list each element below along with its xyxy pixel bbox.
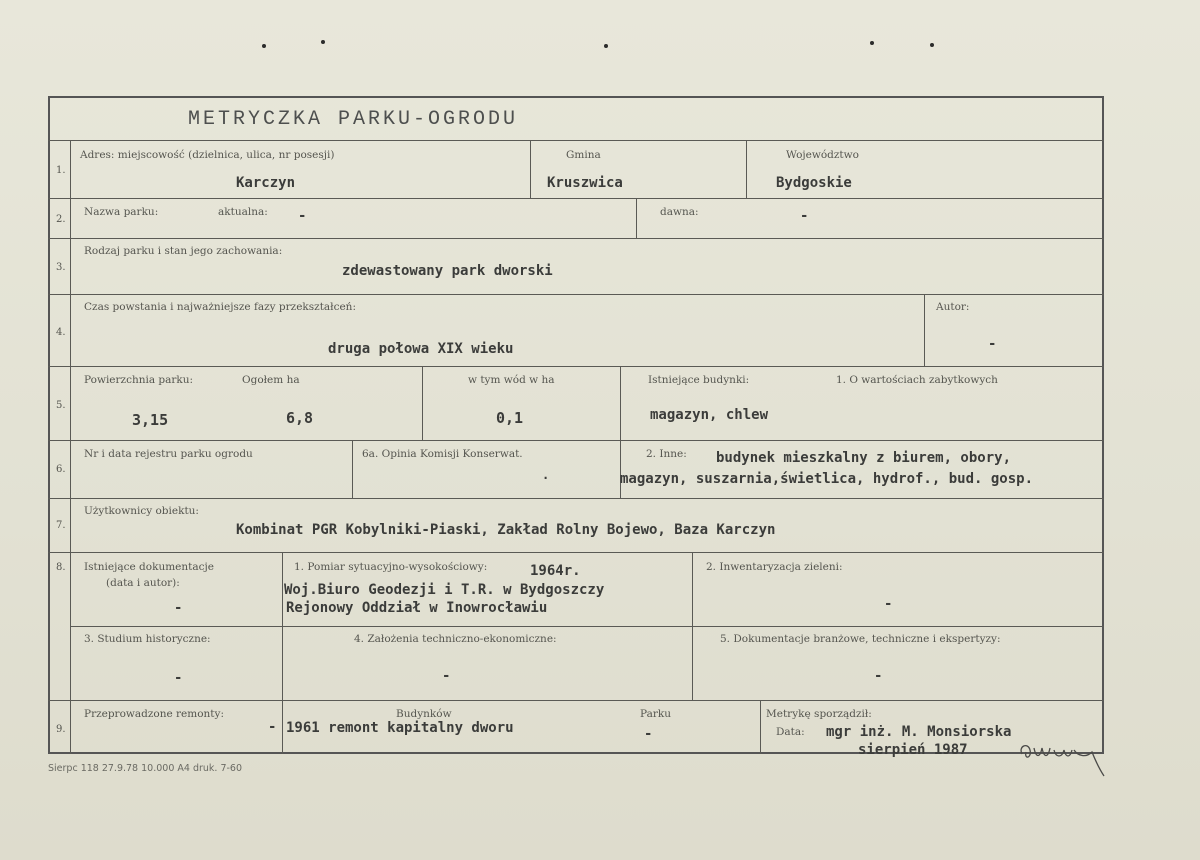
survey-value-2: Rejonowy Oddział w Inowrocławiu [286, 600, 548, 616]
park-name-label: Nazwa parku: [84, 206, 159, 218]
former-name-label: dawna: [660, 206, 699, 218]
historic-buildings-value: magazyn, chlew [650, 407, 769, 423]
branch-docs-label: 5. Dokumentacje branżowe, techniczne i ekspertyzy: [720, 633, 1001, 645]
date-label: Data: [776, 726, 805, 738]
form-card [48, 96, 1104, 754]
voivodeship-label: Województwo [786, 149, 859, 161]
creation-time-value: druga połowa XIX wieku [328, 341, 514, 357]
park-type-value: zdewastowany park dworski [342, 263, 553, 279]
gmina-label: Gmina [566, 149, 601, 161]
buildings-repair-label: Budynków [396, 708, 452, 720]
row-number: 7. [56, 520, 66, 531]
technical-assumptions-label: 4. Założenia techniczno-ekonomiczne: [354, 633, 557, 645]
prepared-date-value: sierpień 1987 [858, 742, 968, 758]
author-label: Autor: [936, 301, 970, 313]
repairs-label: Przeprowadzone remonty: [84, 708, 224, 720]
form-title: METRYCZKA PARKU-OGRODU [188, 108, 519, 131]
punch-hole [870, 41, 874, 45]
park-type-label: Rodzaj parku i stan jego zachowania: [84, 245, 283, 257]
punch-hole [930, 43, 934, 47]
greenery-inventory-label: 2. Inwentaryzacja zieleni: [706, 561, 843, 573]
water-area-label: w tym wód w ha [468, 374, 555, 386]
buildings-label: Istniejące budynki: [648, 374, 750, 386]
buildings-repair-value: 1961 remont kapitalny dworu [286, 720, 514, 736]
historic-buildings-label: 1. O wartościach zabytkowych [836, 374, 998, 386]
area-value: 3,15 [132, 411, 169, 429]
row-number: 1. [56, 165, 66, 176]
area-label: Powierzchnia parku: [84, 374, 194, 386]
historical-study-value: - [174, 670, 183, 686]
creation-time-label: Czas powstania i najważniejsze fazy przekształceń: [84, 301, 356, 313]
area-total-label: Ogołem ha [242, 374, 300, 386]
row-number: 9. [56, 724, 66, 735]
historical-study-label: 3. Studium historyczne: [84, 633, 211, 645]
gmina-value: Kruszwica [547, 175, 623, 191]
water-area-value: 0,1 [496, 409, 524, 427]
survey-label: 1. Pomiar sytuacyjno-wysokościowy: [294, 561, 488, 573]
park-repair-value: - [644, 726, 653, 742]
greenery-inventory-value: - [884, 596, 893, 612]
signature-image [1012, 728, 1108, 780]
opinion-value: . [542, 468, 550, 482]
address-label: Adres: miejscowość (dzielnica, ulica, nr posesji) [80, 149, 335, 161]
documents-value: - [174, 600, 183, 616]
address-value: Karczyn [236, 175, 296, 191]
row-number: 2. [56, 214, 66, 225]
punch-hole [321, 40, 325, 44]
opinion-label: 6a. Opinia Komisji Konserwat. [362, 448, 523, 460]
documents-sub-label: (data i autor): [106, 577, 180, 589]
row-number: 5. [56, 400, 66, 411]
area-total-value: 6,8 [286, 409, 314, 427]
users-label: Użytkownicy obiektu: [84, 505, 199, 517]
prepared-by-value: mgr inż. M. Monsiorska [826, 724, 1012, 740]
row-number: 8. [56, 562, 66, 573]
punch-hole [604, 44, 608, 48]
former-name-value: - [800, 208, 809, 224]
row-number: 4. [56, 327, 66, 338]
repairs-dash: - [268, 719, 277, 735]
documents-label: Istniejące dokumentacje [84, 561, 214, 573]
branch-docs-value: - [874, 668, 883, 684]
other-buildings-value-2: magazyn, suszarnia,świetlica, hydrof., bud. gosp. [620, 471, 1034, 487]
row-number: 3. [56, 262, 66, 273]
author-value: - [988, 336, 997, 352]
punch-hole [262, 44, 266, 48]
other-buildings-value-1: budynek mieszkalny z biurem, obory, [716, 450, 1012, 466]
register-label: Nr i data rejestru parku ogrodu [84, 448, 253, 460]
survey-value-1: Woj.Biuro Geodezji i T.R. w Bydgoszczy [284, 582, 605, 598]
current-name-value: - [298, 208, 307, 224]
prepared-by-label: Metrykę sporządził: [766, 708, 872, 720]
technical-assumptions-value: - [442, 668, 451, 684]
print-footer: Sierpc 118 27.9.78 10.000 A4 druk. 7-60 [48, 763, 243, 774]
current-name-label: aktualna: [218, 206, 268, 218]
users-value: Kombinat PGR Kobylniki-Piaski, Zakład Rolny Bojewo, Baza Karczyn [236, 522, 776, 538]
row-number: 6. [56, 464, 66, 475]
voivodeship-value: Bydgoskie [776, 175, 852, 191]
other-buildings-label: 2. Inne: [646, 448, 687, 460]
survey-year: 1964r. [530, 563, 581, 579]
park-repair-label: Parku [640, 708, 671, 720]
